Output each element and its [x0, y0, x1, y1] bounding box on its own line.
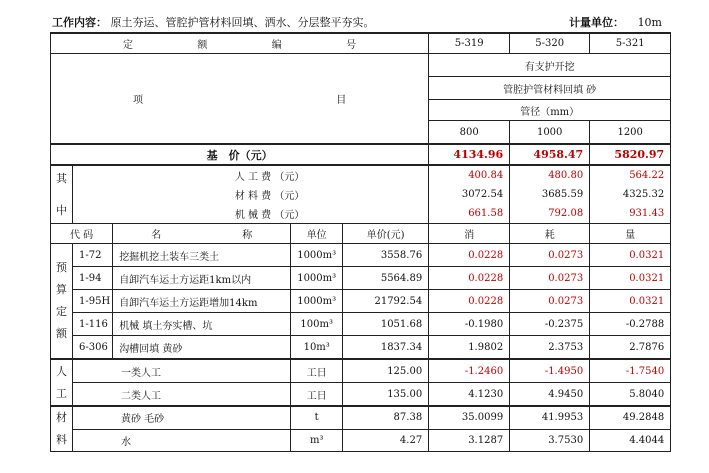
- column-header-row: [51, 224, 671, 244]
- quota-value-3: -0.2788: [590, 313, 671, 336]
- quota-value-1: 0.0228: [429, 290, 510, 313]
- header-line: [52, 14, 662, 30]
- machine-cost-row: [51, 204, 671, 224]
- col-price: 单价(元): [343, 224, 429, 244]
- quota-value-1: -0.1980: [429, 313, 510, 336]
- labor-cost-2: 480.80: [510, 165, 590, 185]
- quota-row: [51, 267, 671, 290]
- material-value-2: 3.7530: [510, 429, 590, 452]
- code-label-4: 号: [346, 40, 357, 51]
- quota-price: 21792.54: [343, 290, 429, 313]
- code-label-1: 定: [123, 40, 133, 51]
- col-consumption-1: 消: [429, 224, 510, 244]
- diameter-3: 1200: [590, 121, 671, 145]
- quota-code: 1-72: [73, 244, 113, 267]
- diameter-label-cell: 管径（mm）: [429, 100, 671, 121]
- code-3: 5-321: [590, 33, 671, 54]
- labor-value-2: -1.4950: [510, 359, 590, 383]
- col-name: [113, 224, 291, 244]
- method-row: [51, 54, 671, 77]
- material-value-1: 35.0099: [429, 406, 510, 429]
- col-unit: 单位: [291, 224, 343, 244]
- base-price-1: 4134.96: [429, 144, 510, 165]
- item-label-1: 项: [133, 95, 143, 106]
- quota-value-1: 0.0228: [429, 244, 510, 267]
- labor-value-3: -1.7540: [590, 359, 671, 383]
- material-value-1: 3.1287: [429, 429, 510, 452]
- labor-side-1: 人: [56, 364, 67, 378]
- quota-name: 自卸汽车运土方运距1km以内: [113, 267, 291, 290]
- quota-unit: 10m³: [291, 336, 343, 360]
- material-price: 4.27: [343, 429, 429, 452]
- quota-price: 1051.68: [343, 313, 429, 336]
- quota-value-2: 0.0273: [510, 290, 590, 313]
- quota-unit: 1000m³: [291, 244, 343, 267]
- material-cost-2: 3685.59: [510, 185, 590, 204]
- quota-unit: 1000m³: [291, 290, 343, 313]
- quota-price: 5564.89: [343, 267, 429, 290]
- labor-value-3: 5.8040: [590, 383, 671, 407]
- labor-name: 二类人工: [73, 383, 291, 407]
- material-cell: 管腔护管材料回填 砂: [429, 77, 671, 100]
- labor-price: 125.00: [343, 359, 429, 383]
- diameter-2: 1000: [510, 121, 590, 145]
- quota-side-4: 额: [56, 327, 67, 340]
- quota-side-1: 预: [56, 261, 67, 274]
- labor-side: [51, 359, 73, 406]
- work-content-label: 工作内容：: [52, 16, 107, 29]
- code-row: [51, 33, 671, 54]
- quota-value-1: 0.0228: [429, 267, 510, 290]
- code-1: 5-319: [429, 33, 510, 54]
- quota-value-1: 1.9802: [429, 336, 510, 360]
- material-price: 87.38: [343, 406, 429, 429]
- quota-row: [51, 336, 671, 360]
- item-label-2: 目: [336, 95, 347, 106]
- col-name-1: 名: [151, 230, 162, 241]
- col-name-2: 称: [242, 230, 253, 241]
- labor-row: [51, 383, 671, 407]
- code-label-cell: [51, 33, 429, 54]
- material-unit: m³: [291, 429, 343, 452]
- quota-side-3: 定: [56, 305, 67, 318]
- machine-cost-1: 661.58: [429, 204, 510, 224]
- material-unit: t: [291, 406, 343, 429]
- labor-value-2: 4.9450: [510, 383, 590, 407]
- col-consumption-3: 量: [590, 224, 671, 244]
- quota-name: 挖掘机挖土装车三类土: [113, 244, 291, 267]
- quota-row: [51, 244, 671, 267]
- quota-price: 1837.34: [343, 336, 429, 360]
- material-side-1: 材: [56, 411, 67, 424]
- quota-code: 1-95H: [73, 290, 113, 313]
- quota-side: [51, 244, 73, 360]
- material-name: 黄砂 毛砂: [73, 406, 291, 429]
- item-label-cell: [51, 54, 429, 145]
- quota-name: 自卸汽车运土方运距增加14km: [113, 290, 291, 313]
- material-value-3: 4.4044: [590, 429, 671, 452]
- col-consumption-2: 耗: [510, 224, 590, 244]
- quota-unit: 1000m³: [291, 267, 343, 290]
- labor-value-1: -1.2460: [429, 359, 510, 383]
- quota-value-2: 0.0273: [510, 267, 590, 290]
- breakdown-side-2: 中: [56, 203, 67, 217]
- labor-cost-label: 人 工 费 （元）: [73, 165, 429, 185]
- material-name: 水: [73, 429, 291, 452]
- work-content-text: 原土夯运、管腔护管材料回填、洒水、分层整平夯实。: [110, 16, 375, 29]
- code-label-3: 编: [271, 40, 282, 51]
- material-row-item: [51, 429, 671, 452]
- col-code: 代 码: [51, 224, 113, 244]
- material-cost-row: [51, 185, 671, 204]
- labor-row: [51, 359, 671, 383]
- unit-area: [569, 14, 662, 30]
- breakdown-side-1: 其: [56, 171, 67, 185]
- material-side: [51, 406, 73, 452]
- quota-value-2: 2.3753: [510, 336, 590, 360]
- quota-side-2: 算: [56, 283, 67, 296]
- code-label-2: 额: [197, 40, 208, 51]
- base-price-3: 5820.97: [590, 144, 671, 165]
- breakdown-side: [51, 165, 73, 224]
- quota-name: 机械 填土夯实槽、坑: [113, 313, 291, 336]
- labor-cost-3: 564.22: [590, 165, 671, 185]
- base-price-row: [51, 144, 671, 165]
- quota-table: [50, 32, 671, 452]
- labor-cost-row: [51, 165, 671, 185]
- quota-price: 3558.76: [343, 244, 429, 267]
- material-cost-1: 3072.54: [429, 185, 510, 204]
- material-side-2: 料: [56, 433, 67, 446]
- base-price-2: 4958.47: [510, 144, 590, 165]
- material-value-2: 41.9953: [510, 406, 590, 429]
- labor-name: 一类人工: [73, 359, 291, 383]
- labor-side-2: 工: [56, 386, 67, 400]
- quota-value-3: 0.0321: [590, 290, 671, 313]
- quota-code: 1-94: [73, 267, 113, 290]
- labor-price: 135.00: [343, 383, 429, 407]
- machine-cost-3: 931.43: [590, 204, 671, 224]
- diameter-1: 800: [429, 121, 510, 145]
- machine-cost-2: 792.08: [510, 204, 590, 224]
- quota-code: 1-116: [73, 313, 113, 336]
- labor-unit: 工日: [291, 359, 343, 383]
- quota-value-3: 2.7876: [590, 336, 671, 360]
- quota-value-3: 0.0321: [590, 244, 671, 267]
- material-row-item: [51, 406, 671, 429]
- material-cost-label: 材 料 费 （元）: [73, 185, 429, 204]
- quota-value-3: 0.0321: [590, 267, 671, 290]
- quota-code: 6-306: [73, 336, 113, 360]
- machine-cost-label: 机 械 费 （元）: [73, 204, 429, 224]
- base-price-label: 基 价（元）: [51, 144, 429, 165]
- labor-unit: 工日: [291, 383, 343, 407]
- quota-row: [51, 290, 671, 313]
- labor-cost-1: 400.84: [429, 165, 510, 185]
- quota-row: [51, 313, 671, 336]
- method-cell: 有支护开挖: [429, 54, 671, 77]
- unit-label: 计量单位：: [569, 16, 625, 29]
- quota-name: 沟槽回填 黄砂: [113, 336, 291, 360]
- quota-value-2: -0.2375: [510, 313, 590, 336]
- quota-value-2: 0.0273: [510, 244, 590, 267]
- labor-value-1: 4.1230: [429, 383, 510, 407]
- code-2: 5-320: [510, 33, 590, 54]
- material-value-3: 49.2848: [590, 406, 671, 429]
- quota-unit: 100m³: [291, 313, 343, 336]
- material-cost-3: 4325.32: [590, 185, 671, 204]
- unit-value: 10m: [637, 16, 662, 29]
